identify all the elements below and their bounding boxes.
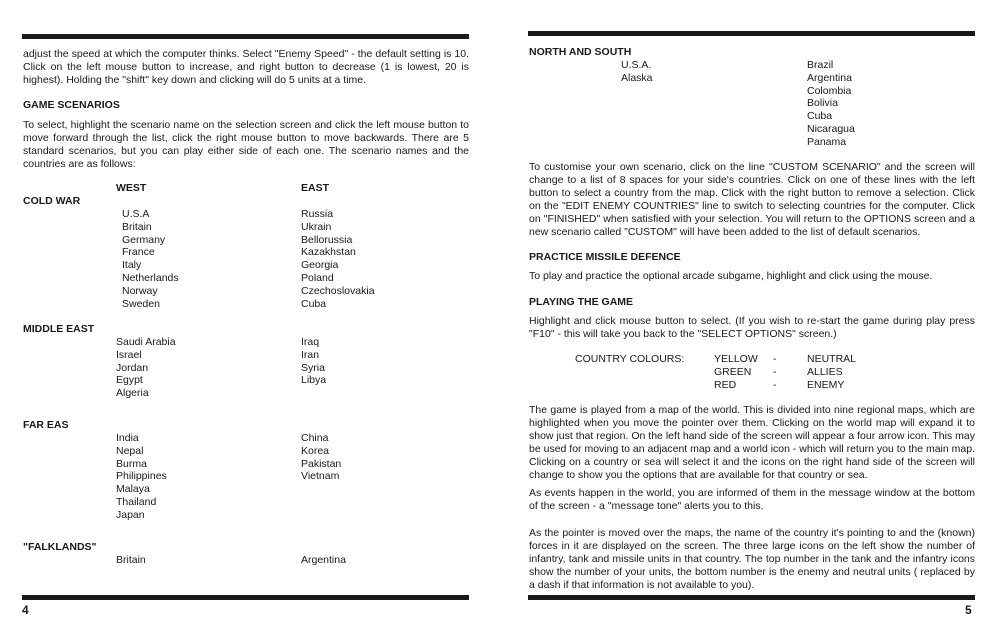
speed-paragraph: adjust the speed at which the computer thinks. Select "Enemy Speed" - the default setting is 10. Click on the left mouse button to increase, and right button to decrease (1 is lowest, 20 is highest). Holding the "shift" key down and clicking will do 5 units at a time. [23, 48, 469, 86]
list-item: Nepal [116, 444, 144, 457]
list-item: Italy [122, 259, 142, 272]
list-item: Syria [301, 361, 325, 374]
list-item: Bolivia [807, 97, 838, 110]
list-item: Malaya [116, 483, 150, 496]
colour-meaning: ALLIES [807, 365, 843, 378]
far-east-west-list [116, 432, 167, 522]
list-item: Iran [301, 348, 320, 361]
colour-dashes [773, 353, 777, 391]
events-paragraph: As events happen in the world, you are informed of them in the message window at the bottom of the screen - a "message tone" alerts you to this. [529, 487, 975, 512]
colour-meanings [807, 353, 856, 391]
country-colours-label: COUNTRY COLOURS: [575, 353, 685, 365]
list-item: Brazil [807, 59, 834, 71]
list-item: Russia [301, 208, 334, 220]
list-item: Jordan [116, 361, 149, 374]
colour-dash: - [773, 353, 777, 365]
list-item: Britain [122, 220, 152, 233]
colour-dash: - [773, 365, 777, 378]
list-item: Sweden [122, 297, 160, 310]
colour-name: RED [714, 378, 737, 391]
game-scenarios-heading: GAME SCENARIOS [23, 99, 120, 111]
east-column-header: EAST [301, 182, 330, 194]
cold-war-heading: COLD WAR [23, 195, 81, 207]
list-item: Japan [116, 508, 145, 521]
middle-east-east-list [301, 336, 326, 387]
list-item: Saudi Arabia [116, 336, 176, 348]
falklands-heading: "FALKLANDS" [23, 541, 97, 553]
list-item: Philippines [116, 470, 167, 483]
list-item: Ukrain [301, 220, 332, 233]
list-item: Nicaragua [807, 122, 855, 135]
list-item: Britain [116, 554, 146, 566]
north-south-heading: NORTH AND SOUTH [529, 46, 632, 58]
custom-scenario-paragraph: To customise your own scenario, click on the line "CUSTOM SCENARIO" and the screen will change to a list of 8 spaces for your side's countries. Click on one of these lines with the left button to select a country from the map. Click with the right button to remove a selection. Click on the "EDIT ENEMY COUNTRIES" line to switch to selecting countries for the computer. Click on "FINISHED" when satisfied with your selection. You will return to the OPTIONS screen and a new scenario called "CUSTOM" will have been added to the list of default scenarios. [529, 161, 975, 238]
list-item: Panama [807, 135, 847, 148]
north-south-west-list [621, 59, 653, 85]
list-item: Pakistan [301, 457, 342, 470]
middle-east-heading: MIDDLE EAST [23, 323, 95, 335]
list-item: France [122, 246, 155, 259]
list-item: China [301, 432, 329, 444]
list-item: Georgia [301, 259, 339, 272]
falklands-west-list [116, 554, 146, 567]
list-item: India [116, 432, 139, 444]
list-item: Poland [301, 271, 334, 284]
list-item: Algeria [116, 387, 149, 400]
list-item: Israel [116, 348, 142, 361]
list-item: Libya [301, 374, 327, 387]
list-item: Germany [122, 233, 166, 246]
page-number-left: 4 [22, 603, 29, 617]
playing-paragraph: Highlight and click mouse button to select. (If you wish to re-start the game during play press "F10" - this will take you back to the "SELECT OPTIONS" screen.) [529, 315, 975, 340]
falklands-east-list [301, 554, 346, 567]
list-item: Cuba [301, 297, 327, 310]
list-item: Cuba [807, 110, 833, 123]
list-item: Korea [301, 444, 330, 457]
colour-meaning: NEUTRAL [807, 353, 857, 365]
colour-name: YELLOW [714, 353, 758, 365]
list-item: Bellorussia [301, 233, 353, 246]
list-item: U.S.A [122, 208, 150, 220]
pointer-paragraph: As the pointer is moved over the maps, the name of the country it's pointing to and the (known) forces in it are displayed on the screen. The three large icons on the left show the number of infantry, tank and missile units in that country. The top number in the tank and the infantry icons show the number of your units, the bottom number is the enemy and neutral units ( replaced by a dash if that information is not available to you). [529, 527, 975, 591]
list-item: Argentina [301, 554, 346, 566]
list-item: Alaska [621, 71, 653, 84]
list-item: Thailand [116, 495, 157, 508]
far-east-heading: FAR EAS [23, 419, 69, 431]
top-rule-left [22, 34, 469, 39]
colour-names [714, 353, 758, 391]
far-east-east-list [301, 432, 341, 483]
list-item: Norway [122, 284, 158, 297]
practice-paragraph: To play and practice the optional arcade subgame, highlight and click using the mouse. [529, 270, 933, 282]
page-number-right: 5 [965, 603, 972, 617]
cold-war-east-list [301, 208, 375, 310]
middle-east-west-list [116, 336, 176, 400]
list-item: Czechoslovakia [301, 284, 375, 297]
list-item: Colombia [807, 84, 852, 97]
cold-war-west-list [122, 208, 179, 310]
practice-missile-heading: PRACTICE MISSILE DEFENCE [529, 251, 681, 263]
bottom-rule-right [528, 595, 975, 600]
list-item: Vietnam [301, 470, 340, 483]
bottom-rule-left [22, 595, 469, 600]
list-item: Argentina [807, 71, 852, 84]
list-item: U.S.A. [621, 59, 652, 71]
top-rule-right [528, 31, 975, 36]
colour-meaning: ENEMY [807, 378, 845, 391]
colour-name: GREEN [714, 365, 752, 378]
west-column-header: WEST [116, 182, 147, 194]
list-item: Egypt [116, 374, 143, 387]
list-item: Iraq [301, 336, 320, 348]
list-item: Kazakhstan [301, 246, 356, 259]
scenarios-paragraph: To select, highlight the scenario name on the selection screen and click the left mouse button to move forward through the list, click the right mouse button to move backwards. There are 5 standard scenarios, but you can play either side of each one. The scenario names and the countries are as follows: [23, 119, 469, 170]
north-south-east-list [807, 59, 855, 149]
list-item: Burma [116, 457, 147, 470]
list-item: Netherlands [122, 271, 179, 284]
world-map-paragraph: The game is played from a map of the world. This is divided into nine regional maps, which are highlighted when you move the pointer over them. Clicking on the world map will expand it to show just that region. On the left hand side of the screen will appear a four arrow icon. This may be used for moving to an adjacent map and a world icon - which will return you to the main map. Clicking on a country or sea will select it and the icons on the right hand side of the screen will change to show you the options that are available for that country or sea. [529, 404, 975, 481]
playing-game-heading: PLAYING THE GAME [529, 296, 634, 308]
colour-dash: - [773, 378, 777, 391]
